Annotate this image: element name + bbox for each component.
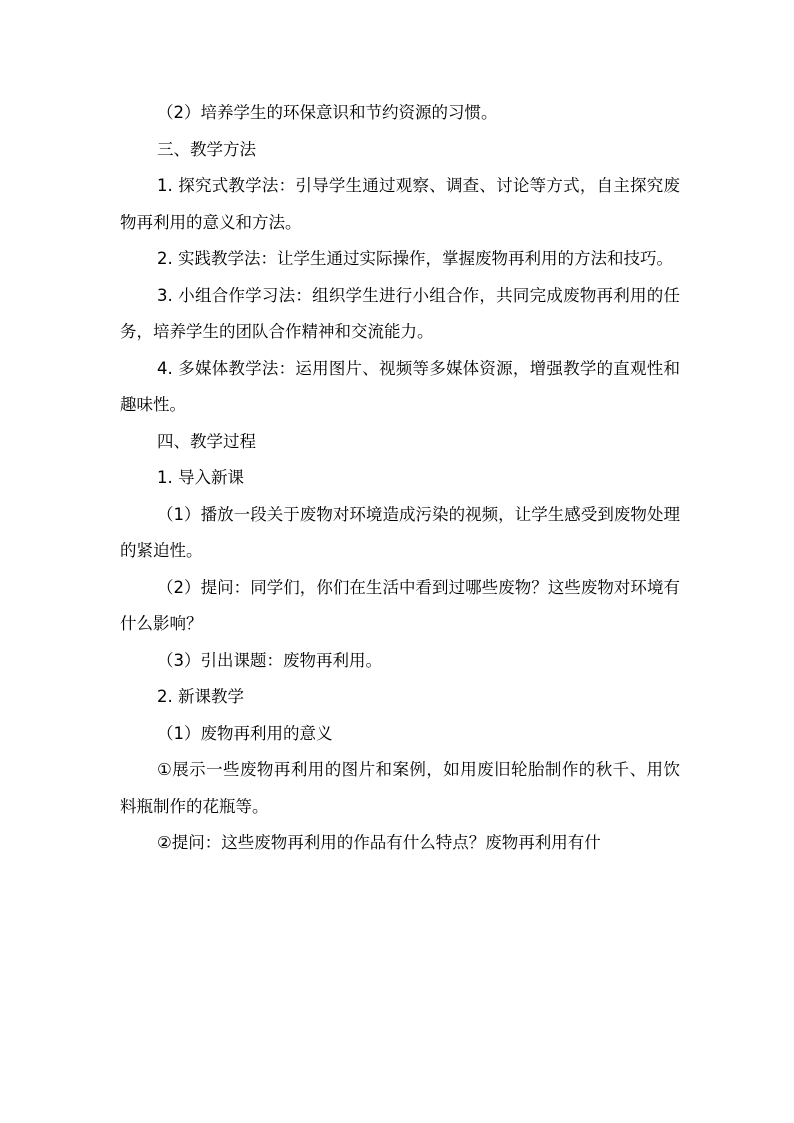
subheading-new-lesson: 2. 新课教学 [157, 687, 244, 706]
heading-teaching-process: 四、教学过程 [157, 431, 256, 451]
paragraph-method-1: 1. 探究式教学法：引导学生通过观察、调查、讨论等方式，自主探究废物再利用的意义和方法。 [120, 176, 680, 232]
paragraph-objective-2: （2）培养学生的环保意识和节约资源的习惯。 [157, 103, 498, 122]
heading-teaching-methods: 三、教学方法 [157, 139, 256, 159]
subheading-intro: 1. 导入新课 [157, 468, 244, 487]
paragraph-method-3: 3. 小组合作学习法：组织学生进行小组合作，共同完成废物再利用的任务，培养学生的团队合作精神和交流能力。 [120, 285, 680, 341]
paragraph-method-4: 4. 多媒体教学法：运用图片、视频等多媒体资源，增强教学的直观性和趣味性。 [120, 358, 680, 414]
paragraph-intro-1: （1）播放一段关于废物对环境造成污染的视频，让学生感受到废物处理的紧迫性。 [120, 504, 680, 560]
document-body [120, 95, 680, 862]
paragraph-intro-3: （3）引出课题：废物再利用。 [157, 650, 382, 670]
paragraph-meaning-1: ①展示一些废物再利用的图片和案例，如用废旧轮胎制作的秋千、用饮料瓶制作的花瓶等。 [120, 760, 680, 816]
paragraph-intro-2: （2）提问：同学们，你们在生活中看到过哪些废物？这些废物对环境有什么影响？ [120, 577, 680, 633]
paragraph-meaning-2: ②提问：这些废物再利用的作品有什么特点？废物再利用有什 [157, 833, 601, 852]
subheading-meaning: （1）废物再利用的意义 [157, 723, 333, 743]
paragraph-method-2: 2. 实践教学法：让学生通过实际操作，掌握废物再利用的方法和技巧。 [157, 249, 673, 268]
